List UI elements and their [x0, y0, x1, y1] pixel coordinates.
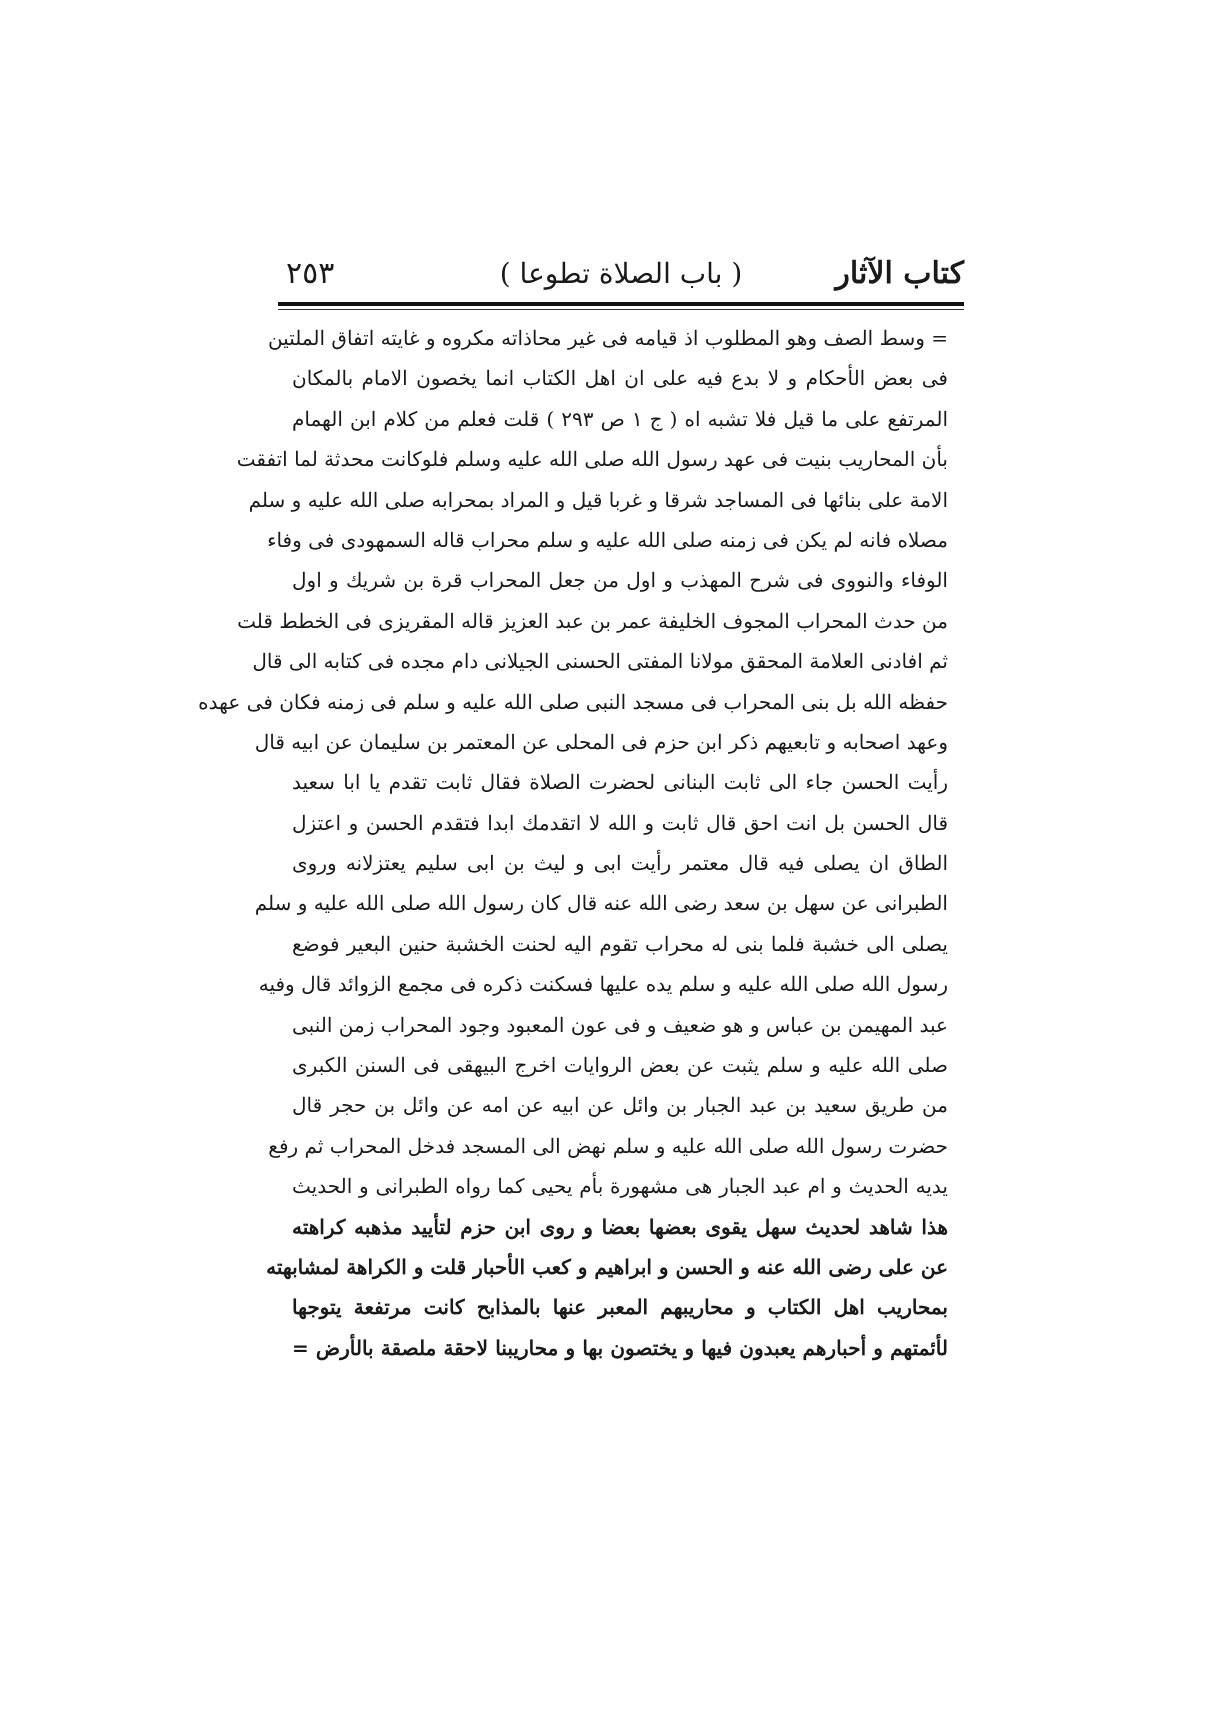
text-line: عبد المهيمن بن عباس و هو ضعيف و فى عون المعبود وجود المحراب زمن النبى [292, 1012, 948, 1037]
text-line: يصلى الى خشبة فلما بنى له محراب تقوم اليه لحنت الخشبة حنين البعير فوضع [292, 931, 948, 956]
page-header [278, 252, 964, 300]
text-line: يديه الحديث و ام عبد الجبار هى مشهورة بأم يحيى كما رواه الطبرانى و الحديث [292, 1174, 948, 1199]
text-line: الطاق ان يصلى فيه قال معتمر رأيت ابى و ليث بن ابى سليم يعتزلانه وروى [292, 851, 948, 876]
header-divider-thin [278, 309, 964, 310]
book-title: كتاب الآثار [835, 256, 964, 291]
text-line: بمحاريب اهل الكتاب و محاريبهم المعبر عنها بالمذابح كانت مرتفعة يتوجها [292, 1295, 948, 1320]
body-text [198, 318, 949, 1368]
text-line: الطبرانى عن سهل بن سعد رضى الله عنه قال كان رسول الله صلى الله عليه و سلم [254, 891, 948, 916]
text-line: بأن المحاريب بنيت فى عهد رسول الله صلى الله عليه وسلم فلوكانت محدثة لما اتفقت [236, 447, 948, 472]
text-line: من طريق سعيد بن عبد الجبار بن وائل عن ابيه عن امه عن وائل بن حجر قال [292, 1093, 948, 1118]
text-line: الوفاء والنووى فى شرح المهذب و اول من جعل المحراب قرة بن شريك و اول [292, 568, 948, 593]
page-number: ٢٥٣ [286, 256, 335, 291]
chapter-title: ( باب الصلاة تطوعا ) [499, 257, 743, 290]
text-line: من حدث المحراب المجوف الخليفة عمر بن عبد العزيز قاله المقريزى فى الخطط قلت [237, 608, 948, 633]
text-line: رأيت الحسن جاء الى ثابت البنانى لحضرت الصلاة فقال ثابت تقدم يا ابا سعيد [292, 770, 948, 795]
text-line: المرتفع على ما قيل فلا تشبه اه ( ج ١ ص ٢٩٣ ) قلت فعلم من كلام ابن الهمام [292, 406, 948, 431]
text-line: هذا شاهد لحديث سهل يقوى بعضها بعضا و روى ابن حزم لتأييد مذهبه كراهته [292, 1214, 948, 1239]
text-line: حضرت رسول الله صلى الله عليه و سلم نهض الى المسجد فدخل المحراب ثم رفع [268, 1133, 948, 1158]
text-line: الامة على بنائها فى المساجد شرقا و غربا قيل و المراد بمحرابه صلى الله عليه و سلم [248, 487, 948, 512]
header-divider-thick [278, 302, 964, 306]
text-line: عن على رضى الله عنه و الحسن و ابراهيم و كعب الأحبار قلت و الكراهة لمشابهته [266, 1254, 948, 1279]
text-line: صلى الله عليه و سلم يثبت عن بعض الروايات اخرج البيهقى فى السنن الكبرى [292, 1053, 948, 1078]
text-line: = وسط الصف وهو المطلوب اذ قيامه فى غير محاذاته مكروه و غايته اتفاق الملتين [267, 326, 948, 350]
text-line: قال الحسن بل انت احق قال ثابت و الله لا اتقدمك ابدا فتقدم الحسن و اعتزل [292, 810, 949, 835]
text-line: رسول الله صلى الله عليه و سلم يده عليها فسكنت ذكره فى مجمع الزوائد قال وفيه [258, 972, 948, 997]
text-line: وعهد اصحابه و تابعيهم ذكر ابن حزم فى المحلى عن المعتمر بن سليمان عن ابيه قال [254, 729, 948, 754]
text-line: فى بعض الأحكام و لا بدع فيه على ان اهل الكتاب انما يخصون الامام بالمكان [292, 366, 948, 391]
text-line: مصلاه فانه لم يكن فى زمنه صلى الله عليه و سلم محراب قاله السمهودى فى وفاء [267, 527, 948, 552]
text-line: ثم افادنى العلامة المحقق مولانا المفتى الحسنى الجيلانى دام مجده فى كتابه الى قال [252, 649, 948, 674]
text-line: لأئمتهم و أحبارهم يعبدون فيها و يختصون بها و محاريبنا لاحقة ملصقة بالأرض = [292, 1335, 948, 1360]
text-line: حفظه الله بل بنى المحراب فى مسجد النبى صلى الله عليه و سلم فى زمنه فكان فى عهده [198, 689, 948, 714]
